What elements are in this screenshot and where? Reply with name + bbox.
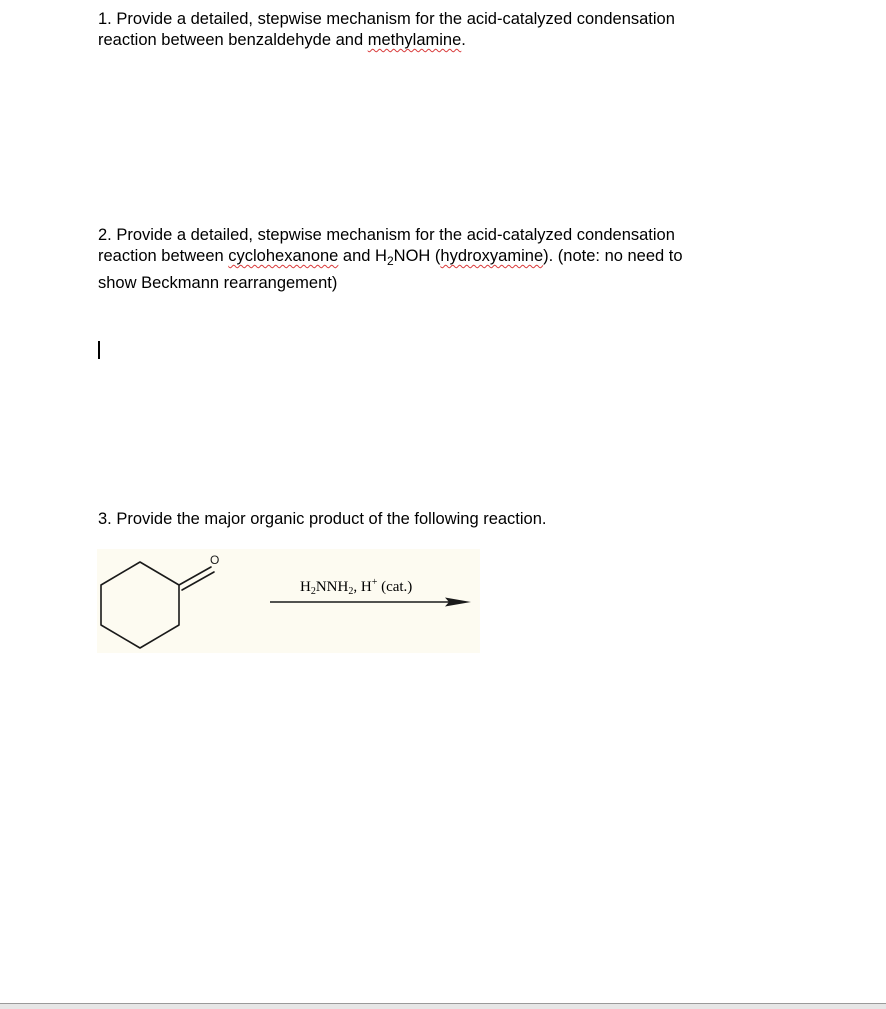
subscript-2: 2: [386, 254, 394, 268]
cyclohexane-ring: [101, 562, 179, 648]
reagent-nnh: NNH: [315, 579, 349, 595]
cyclohexanone-structure: [97, 549, 237, 653]
spellcheck-word-hydroxyamine[interactable]: hydroxyamine: [440, 247, 544, 265]
question-1-text: reaction between benzaldehyde and: [98, 31, 368, 49]
question-3: [98, 509, 778, 530]
question-2-text-b: and H: [338, 247, 387, 265]
oxygen-label: O: [210, 553, 220, 567]
reagent-plus: +: [371, 577, 378, 588]
spellcheck-word-cyclohexanone[interactable]: cyclohexanone: [228, 247, 339, 265]
question-2-line-3: show Beckmann rearrangement): [98, 274, 338, 292]
reagent-acid: , H: [353, 579, 372, 595]
reagent-h: H: [300, 579, 311, 595]
question-2-line-2: [98, 246, 778, 267]
question-1-line-1: 1. Provide a detailed, stepwise mechanism for the acid-catalyzed condensation: [98, 10, 675, 28]
question-1: [98, 9, 778, 51]
question-2-text-d: ). (note: no need to: [543, 247, 683, 265]
page-bottom-edge: [0, 1003, 886, 1009]
question-2-line-1: 2. Provide a detailed, stepwise mechanism for the acid-catalyzed condensation: [98, 226, 675, 244]
text-cursor: [98, 341, 100, 359]
question-1-line-2: [98, 30, 778, 51]
question-2: [98, 225, 778, 294]
reagent-sub-1: 2: [310, 586, 316, 597]
question-2-text-c: NOH (: [393, 247, 441, 265]
spellcheck-word-methylamine[interactable]: methylamine: [367, 31, 462, 49]
reagent-catalytic: (cat.): [377, 579, 413, 595]
reaction-scheme-image[interactable]: [97, 549, 480, 653]
reaction-arrow: [269, 594, 473, 610]
question-2-text-a: reaction between: [98, 247, 229, 265]
question-3-line-1: 3. Provide the major organic product of the following reaction.: [98, 510, 547, 528]
reagent-sub-2: 2: [348, 586, 354, 597]
question-1-period: .: [461, 31, 466, 49]
